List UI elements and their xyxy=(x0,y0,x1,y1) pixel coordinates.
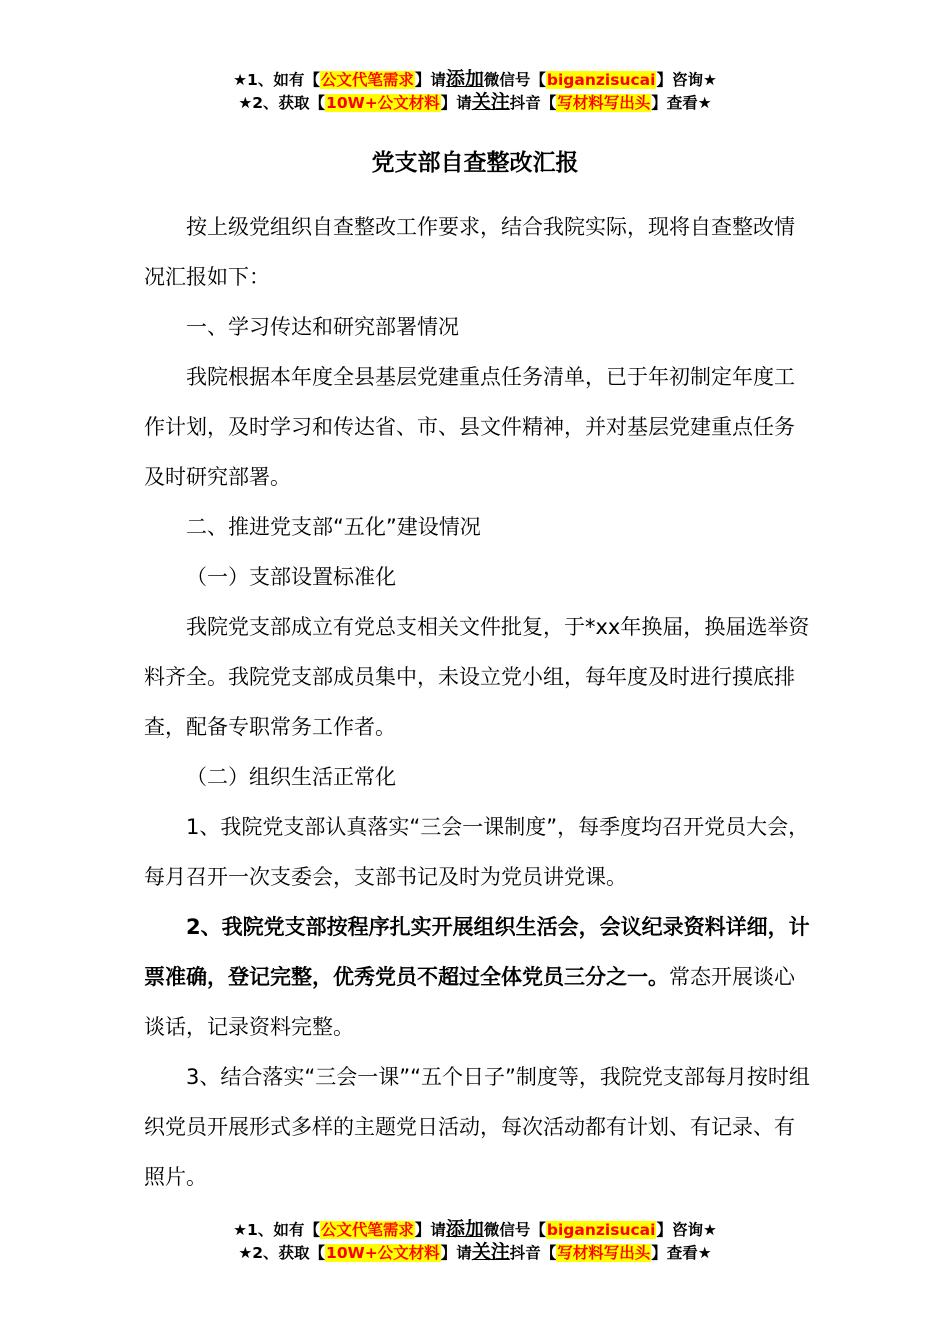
section-heading: 二、推进党支部“五化”建设情况 xyxy=(186,515,481,539)
paragraph-mixed xyxy=(144,902,810,1052)
banner-underline: 添加 xyxy=(445,68,484,90)
banner-highlight: biganzisucai xyxy=(546,71,656,89)
banner-line-1: ★1、如有【公文代笔需求】请添加微信号【biganzisucai】咨询★ xyxy=(233,68,717,90)
banner-underline: 添加 xyxy=(445,1218,484,1240)
section-heading: 一、学习传达和研究部署情况 xyxy=(186,315,459,339)
banner-highlight: 写材料写出头 xyxy=(557,94,651,112)
paragraph: 我院根据本年度全县基层党建重点任务清单，已于年初制定年度工作计划，及时学习和传达省、市、县文件精神，并对基层党建重点任务及时研究部署。 xyxy=(144,365,795,489)
banner-highlight: 10W+公文材料 xyxy=(326,94,440,112)
footer-banner xyxy=(0,1218,950,1264)
banner-highlight: 公文代笔需求 xyxy=(320,1221,414,1239)
paragraph: 按上级党组织自查整改工作要求，结合我院实际，现将自查整改情况汇报如下： xyxy=(144,215,795,289)
banner-highlight: 写材料写出头 xyxy=(557,1244,651,1262)
document-body xyxy=(144,202,810,1202)
normal-text: 常态开展谈心谈话，记录资料完整。 xyxy=(144,965,795,1039)
banner-line-2: ★2、获取【10W+公文材料】请关注抖音【写材料写出头】查看★ xyxy=(238,91,712,113)
header-banner xyxy=(0,68,950,114)
subsection-heading: （一）支部设置标准化 xyxy=(186,565,396,589)
banner-line-1: ★1、如有【公文代笔需求】请添加微信号【biganzisucai】咨询★ xyxy=(233,1218,717,1240)
paragraph: 1、我院党支部认真落实“三会一课制度”，每季度均召开党员大会，每月召开一次支委会，支部书记及时为党员讲党课。 xyxy=(144,815,810,889)
banner-highlight: 10W+公文材料 xyxy=(326,1244,440,1262)
document-title: 党支部自查整改汇报 xyxy=(371,150,579,176)
bold-text: 2、我院党支部按程序扎实开展组织生活会，会议纪录资料详细，计票准确，登记完整，优秀党员不超过全体党员三分之一。 xyxy=(144,915,810,989)
banner-highlight: biganzisucai xyxy=(546,1221,656,1239)
banner-underline: 关注 xyxy=(471,1241,510,1263)
banner-line-2: ★2、获取【10W+公文材料】请关注抖音【写材料写出头】查看★ xyxy=(238,1241,712,1263)
subsection-heading: （二）组织生活正常化 xyxy=(186,765,396,789)
paragraph: 3、结合落实“三会一课”“五个日子”制度等，我院党支部每月按时组织党员开展形式多样的主题党日活动，每次活动都有计划、有记录、有照片。 xyxy=(144,1065,810,1189)
banner-underline: 关注 xyxy=(471,91,510,113)
paragraph: 我院党支部成立有党总支相关文件批复，于*xx年换届，换届选举资料齐全。我院党支部成员集中，未设立党小组，每年度及时进行摸底排查，配备专职常务工作者。 xyxy=(144,615,810,739)
banner-highlight: 公文代笔需求 xyxy=(320,71,414,89)
